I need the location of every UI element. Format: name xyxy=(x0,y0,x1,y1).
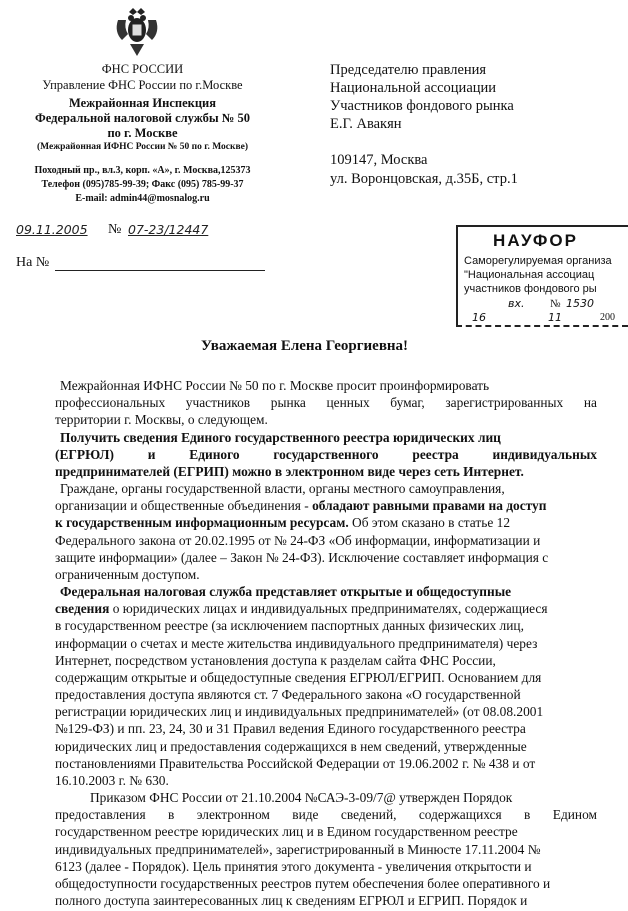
letterhead-email: E-mail: admin44@mosnalog.ru xyxy=(75,193,210,204)
body-line-11: защите информации» (далее – Закон № 24-ФЗ). Исключение составляет информация с xyxy=(55,549,549,565)
body-line-10: Федерального закона от 20.02.1995 от № 24-ФЗ «Об информации, информатизации и xyxy=(55,532,541,548)
body-line-8 xyxy=(55,498,597,514)
body-line-3: территории г. Москвы, о следующем. xyxy=(55,412,268,428)
department-name: Управление ФНС России по г.Москве xyxy=(42,78,243,92)
recipient-line6: ул. Воронцовская, д.35Б, стр.1 xyxy=(330,171,518,187)
body-line-18: содержащим открытые и общедоступные сведения ЕГРЮЛ/ЕГРИП. Основанием для xyxy=(55,669,542,685)
stamp-line2: "Национальная ассоциац xyxy=(464,269,595,281)
inspection-name-line2: Федеральной налоговой службы № 50 xyxy=(35,111,250,125)
body-line-21: №129-ФЗ) и пп. 23, 24, 30 и 31 Правил ведения Единого государственного реестра xyxy=(55,721,526,737)
inspection-name-line1: Межрайонная Инспекция xyxy=(68,96,217,110)
letterhead-phone: Телефон (095)785-99-39; Факс (095) 785-99-37 xyxy=(41,179,244,190)
body-line-23: постановлениями Правительства Российской Федерации от 19.06.2002 г. № 438 и от xyxy=(55,755,536,771)
body-line-13: Федеральная налоговая служба представляет открытые и общедоступные xyxy=(60,584,512,599)
body-line-17: Интернет, посредством установления доступа к разделам сайта ФНС России, xyxy=(55,652,496,668)
body-line-31: полного доступа заинтересованных лиц к сведениям ЕГРЮЛ и ЕГРИП. Порядок и xyxy=(55,893,528,908)
stamp-line1: Саморегулируемая организа xyxy=(464,255,612,267)
body-line-7: Граждане, органы государственной власти, органы местного самоуправления, xyxy=(60,481,505,496)
stamp-year: 200 xyxy=(600,312,615,323)
recipient-line4: Е.Г. Авакян xyxy=(330,116,402,132)
body-line-8-text: организации и общественные объединения - xyxy=(55,498,313,514)
body-line-27: государственном реестре юридических лиц и в Едином государственном реестре xyxy=(55,824,518,840)
body-line-22: юридических лиц и предоставления содержащихся в нем сведений, утвержденные xyxy=(55,738,527,754)
stamp-incoming-sign: № xyxy=(550,298,561,310)
letterhead-address: Походный пр., вл.3, корп. «А», г. Москва,125373 xyxy=(34,165,251,176)
body-line-1: Межрайонная ИФНС России № 50 по г. Москве просит проинформировать xyxy=(60,378,490,393)
inspection-name-line3: по г. Москве xyxy=(107,126,178,140)
body-line-14-bold: сведения xyxy=(55,601,110,617)
stamp-incoming-prefix: вх. xyxy=(508,297,525,310)
reply-to-line xyxy=(55,270,265,271)
body-line-14-text: о юридических лицах и индивидуальных предпринимателях, содержащиеся xyxy=(109,601,548,617)
reply-to-label: На № xyxy=(16,255,50,270)
outgoing-number: 07-23/12447 xyxy=(128,222,209,237)
recipient-line1: Председателю правления xyxy=(330,62,487,78)
stamp-line3: участников фондового ры xyxy=(464,283,597,295)
body-line-14 xyxy=(55,601,597,617)
body-line-20: регистрации юридических лиц и индивидуальных предпринимателей» (от 08.08.2001 xyxy=(55,704,544,720)
body-line-6: предпринимателей (ЕГРИП) можно в электронном виде через сеть Интернет. xyxy=(55,463,524,479)
agency-name: ФНС РОССИИ xyxy=(101,62,184,76)
body-line-15: в государственном реестре (за исключением паспортных данных физических лиц, xyxy=(55,618,524,634)
body-line-12: ограниченным доступом. xyxy=(55,566,200,582)
recipient-line5: 109147, Москва xyxy=(330,152,428,168)
stamp-title: НАУФОР xyxy=(493,231,578,250)
body-line-16: информации о счетах и месте жительства индивидуального предпринимателя) через xyxy=(55,635,538,651)
body-line-8-bold: обладают равными правами на доступ xyxy=(312,498,547,514)
body-line-25: Приказом ФНС России от 21.10.2004 №САЭ-3-09/7@ утвержден Порядок xyxy=(90,790,513,805)
stamp-month: 11 xyxy=(548,311,562,324)
body-line-24: 16.10.2003 г. № 630. xyxy=(55,772,169,788)
body-line-9-text: Об этом сказано в статье 12 xyxy=(348,515,511,531)
outgoing-date: 09.11.2005 xyxy=(16,222,88,237)
body-line-4: Получить сведения Единого государственного реестра юридических лиц xyxy=(60,429,501,445)
body-line-9-bold: к государственным информационным ресурсам. xyxy=(55,515,349,531)
body-line-28: индивидуальных предпринимателей», зарегистрированный в Минюсте 17.11.2004 № xyxy=(55,841,541,857)
recipient-line3: Участников фондового рынка xyxy=(330,98,514,114)
body-line-5: (ЕГРЮЛ) и Единого государственного реестра индивидуальных xyxy=(55,446,597,462)
body-line-19: предоставления доступа являются ст. 7 Федерального закона «О государственной xyxy=(55,687,521,702)
body-line-26: предоставления в электронном виде сведений, содержащихся в Едином xyxy=(55,807,597,823)
coat-of-arms-icon xyxy=(112,6,162,58)
inspection-short-name: (Межрайонная ИФНС России № 50 по г. Москве) xyxy=(36,142,248,152)
body-line-9 xyxy=(55,515,597,531)
outgoing-number-sign: № xyxy=(108,222,122,237)
body-line-2: профессиональных участников рынка ценных бумаг, зарегистрированных на xyxy=(55,395,597,411)
stamp-day: 16 xyxy=(472,311,486,324)
outgoing-registration xyxy=(16,222,284,238)
stamp-incoming-number: 1530 xyxy=(566,297,594,310)
salutation: Уважаемая Елена Георгиевна! xyxy=(200,338,409,354)
body-line-29: 6123 (далее - Порядок). Цель принятия этого документа - увеличения открытости и xyxy=(55,858,532,874)
incoming-stamp xyxy=(456,225,628,327)
body-line-30: общедоступности государственных реестров путем обеспечения более оперативного и xyxy=(55,875,551,891)
recipient-line2: Национальной ассоциации xyxy=(330,80,497,96)
